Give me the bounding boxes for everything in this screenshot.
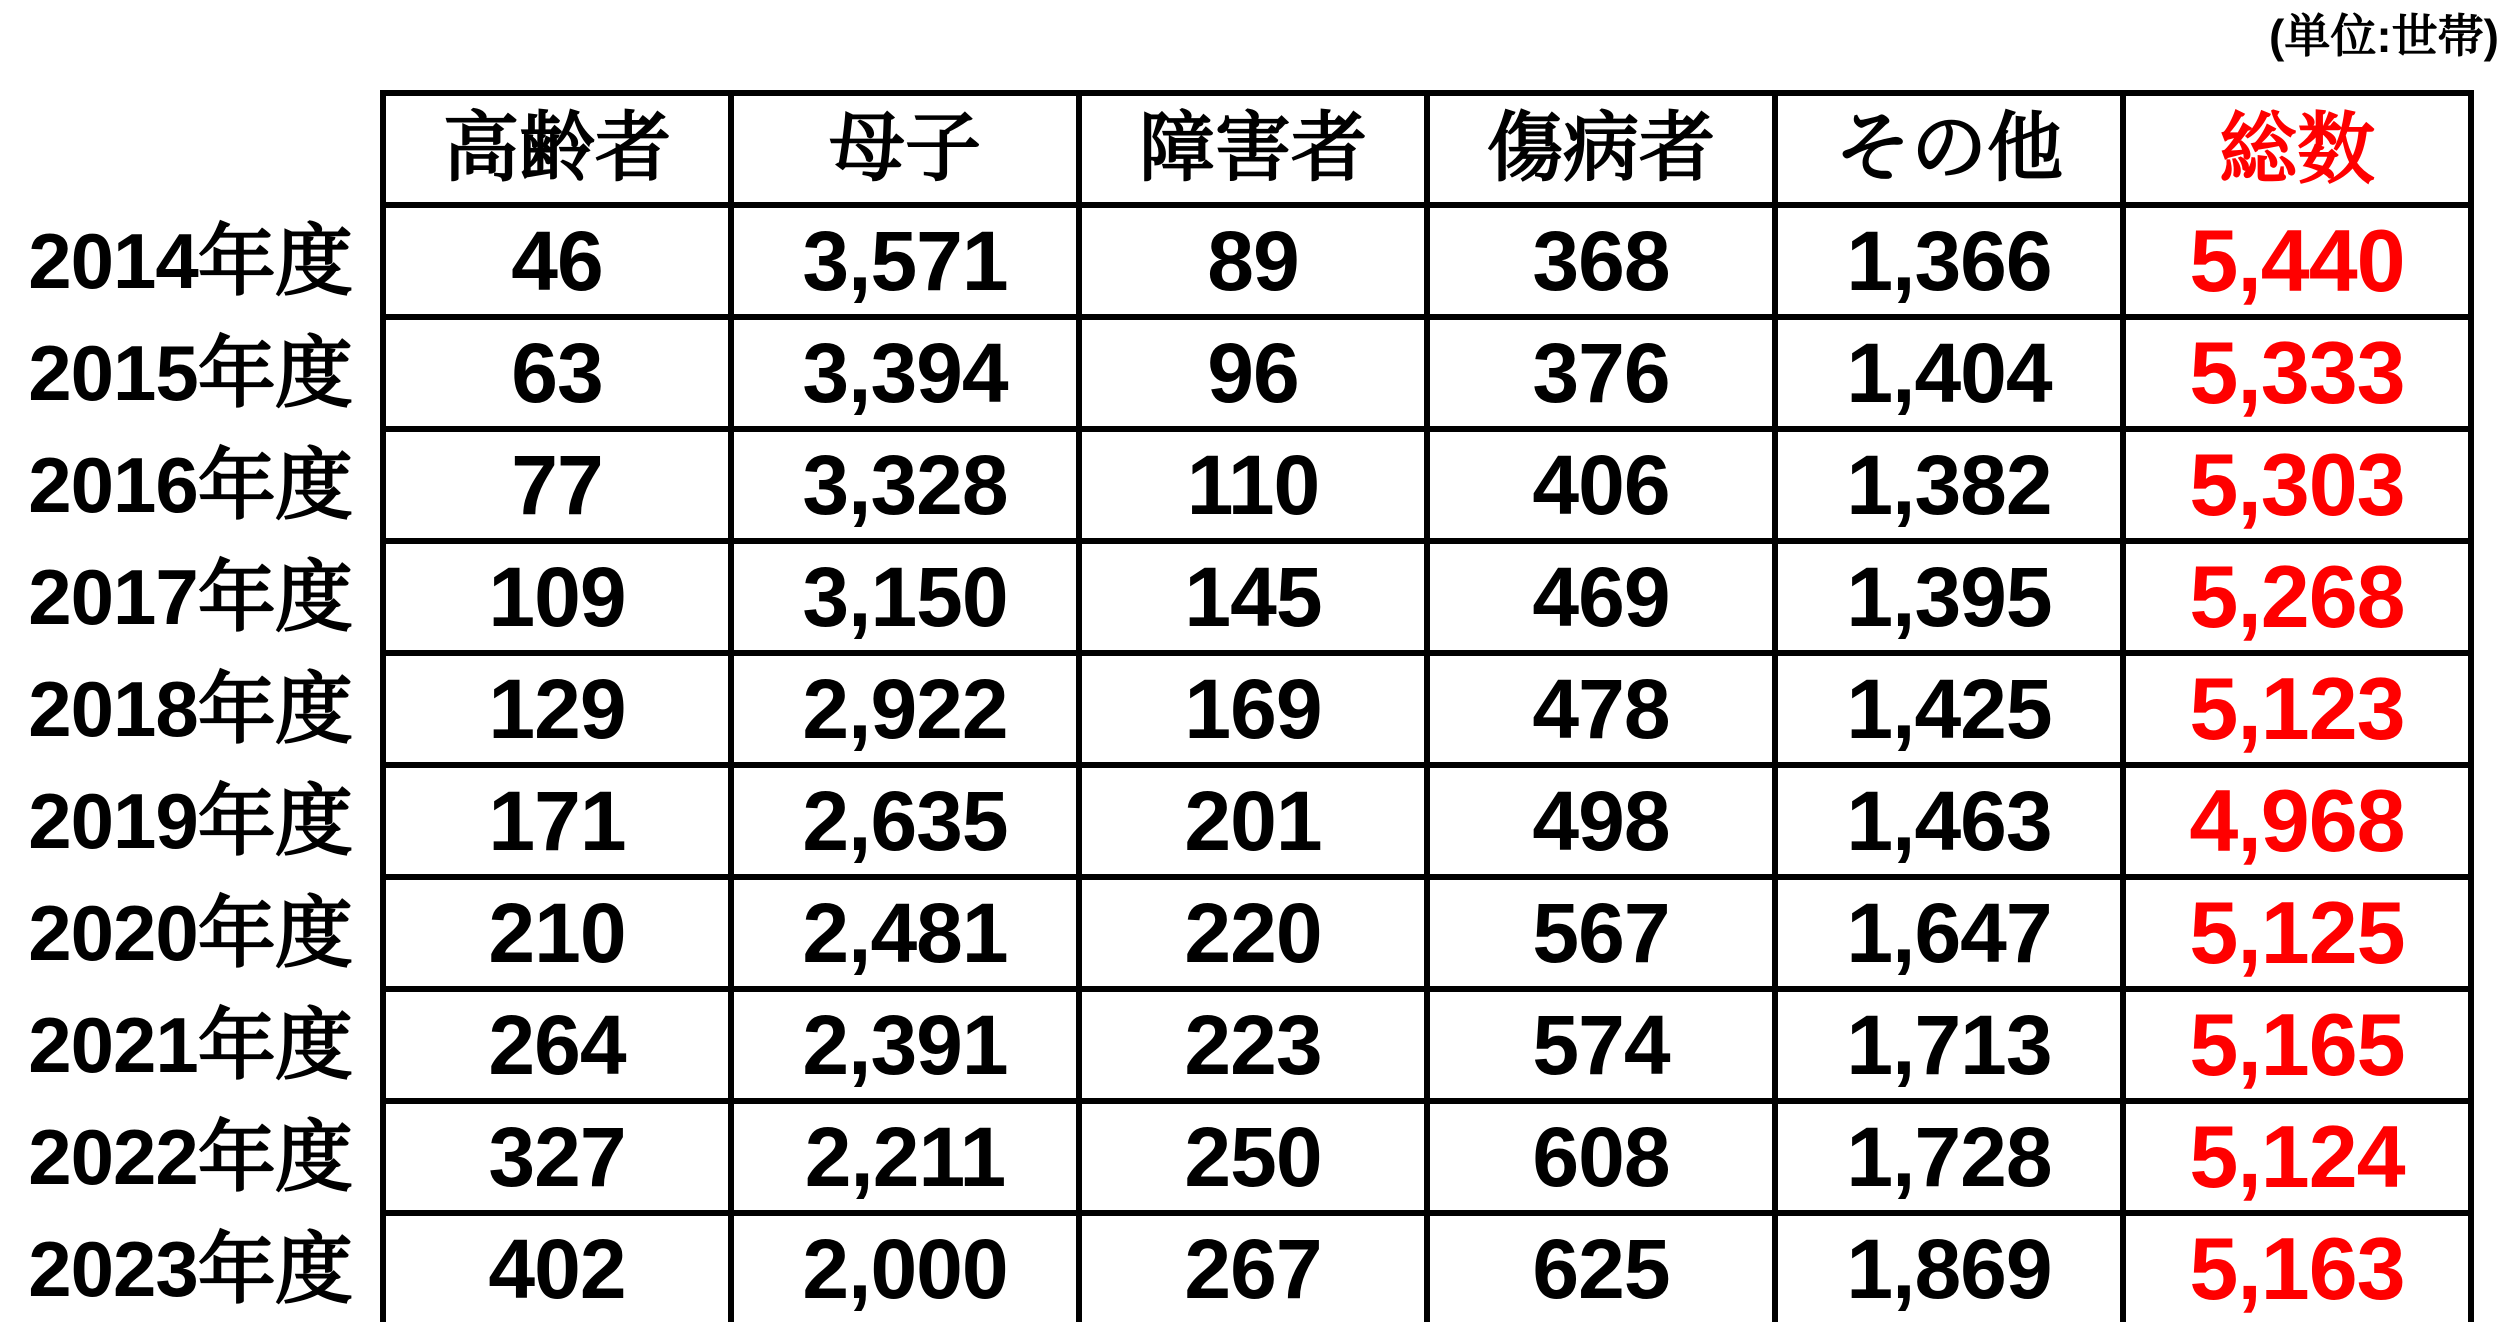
data-cell: 201 xyxy=(1079,765,1427,877)
total-cell: 5,440 xyxy=(2123,205,2471,317)
table-row xyxy=(0,877,2471,989)
total-cell: 5,268 xyxy=(2123,541,2471,653)
data-cell: 220 xyxy=(1079,877,1427,989)
unit-note: (単位:世帯) xyxy=(2269,10,2499,62)
table-row xyxy=(0,317,2471,429)
data-cell: 574 xyxy=(1427,989,1775,1101)
data-cell: 1,869 xyxy=(1775,1213,2123,1322)
data-cell: 498 xyxy=(1427,765,1775,877)
data-cell: 145 xyxy=(1079,541,1427,653)
column-header-6: 総数 xyxy=(2123,93,2471,205)
data-cell: 1,366 xyxy=(1775,205,2123,317)
table-row xyxy=(0,205,2471,317)
data-cell: 109 xyxy=(383,541,731,653)
data-cell: 469 xyxy=(1427,541,1775,653)
total-cell: 5,163 xyxy=(2123,1213,2471,1322)
table-row xyxy=(0,1213,2471,1322)
data-cell: 567 xyxy=(1427,877,1775,989)
data-cell: 327 xyxy=(383,1101,731,1213)
data-cell: 368 xyxy=(1427,205,1775,317)
data-cell: 3,150 xyxy=(731,541,1079,653)
data-cell: 1,404 xyxy=(1775,317,2123,429)
table-body xyxy=(0,205,2471,1322)
corner-cell xyxy=(0,93,383,205)
year-label: 2020年度 xyxy=(28,889,352,977)
table-row xyxy=(0,1101,2471,1213)
total-cell: 5,125 xyxy=(2123,877,2471,989)
data-cell: 2,000 xyxy=(731,1213,1079,1322)
data-cell: 2,635 xyxy=(731,765,1079,877)
column-header-3: 障害者 xyxy=(1079,93,1427,205)
households-table xyxy=(0,90,2474,1322)
data-cell: 264 xyxy=(383,989,731,1101)
year-label: 2014年度 xyxy=(28,217,352,305)
data-cell: 250 xyxy=(1079,1101,1427,1213)
year-label: 2019年度 xyxy=(28,777,352,865)
column-header-5: その他 xyxy=(1775,93,2123,205)
column-header-2: 母子 xyxy=(731,93,1079,205)
data-cell: 376 xyxy=(1427,317,1775,429)
data-cell: 223 xyxy=(1079,989,1427,1101)
total-cell: 5,333 xyxy=(2123,317,2471,429)
data-cell: 1,713 xyxy=(1775,989,2123,1101)
data-cell: 96 xyxy=(1079,317,1427,429)
year-label: 2017年度 xyxy=(28,553,352,641)
total-cell: 5,165 xyxy=(2123,989,2471,1101)
data-cell: 2,922 xyxy=(731,653,1079,765)
year-label: 2016年度 xyxy=(28,441,352,529)
data-cell: 478 xyxy=(1427,653,1775,765)
data-cell: 1,395 xyxy=(1775,541,2123,653)
data-cell: 1,647 xyxy=(1775,877,2123,989)
year-label: 2021年度 xyxy=(28,1001,352,1089)
header-row xyxy=(0,93,2471,205)
total-cell: 5,123 xyxy=(2123,653,2471,765)
table-row xyxy=(0,989,2471,1101)
column-header-4: 傷病者 xyxy=(1427,93,1775,205)
year-label: 2023年度 xyxy=(28,1225,352,1313)
column-header-1: 高齢者 xyxy=(383,93,731,205)
data-cell: 3,571 xyxy=(731,205,1079,317)
table-row xyxy=(0,653,2471,765)
data-cell: 1,728 xyxy=(1775,1101,2123,1213)
total-cell: 4,968 xyxy=(2123,765,2471,877)
data-cell: 625 xyxy=(1427,1213,1775,1322)
data-cell: 1,382 xyxy=(1775,429,2123,541)
data-cell: 110 xyxy=(1079,429,1427,541)
data-cell: 1,463 xyxy=(1775,765,2123,877)
data-cell: 3,394 xyxy=(731,317,1079,429)
data-cell: 402 xyxy=(383,1213,731,1322)
data-cell: 210 xyxy=(383,877,731,989)
total-cell: 5,303 xyxy=(2123,429,2471,541)
year-label: 2015年度 xyxy=(28,329,352,417)
data-cell: 129 xyxy=(383,653,731,765)
table-row xyxy=(0,429,2471,541)
table-row xyxy=(0,765,2471,877)
data-cell: 63 xyxy=(383,317,731,429)
year-label: 2022年度 xyxy=(28,1113,352,1201)
data-cell: 406 xyxy=(1427,429,1775,541)
data-cell: 3,328 xyxy=(731,429,1079,541)
data-cell: 77 xyxy=(383,429,731,541)
data-cell: 608 xyxy=(1427,1101,1775,1213)
year-label: 2018年度 xyxy=(28,665,352,753)
data-cell: 169 xyxy=(1079,653,1427,765)
data-cell: 89 xyxy=(1079,205,1427,317)
data-cell: 46 xyxy=(383,205,731,317)
data-cell: 2,211 xyxy=(731,1101,1079,1213)
data-cell: 2,481 xyxy=(731,877,1079,989)
data-cell: 2,391 xyxy=(731,989,1079,1101)
total-cell: 5,124 xyxy=(2123,1101,2471,1213)
table-row xyxy=(0,541,2471,653)
data-cell: 267 xyxy=(1079,1213,1427,1322)
data-cell: 1,425 xyxy=(1775,653,2123,765)
data-cell: 171 xyxy=(383,765,731,877)
